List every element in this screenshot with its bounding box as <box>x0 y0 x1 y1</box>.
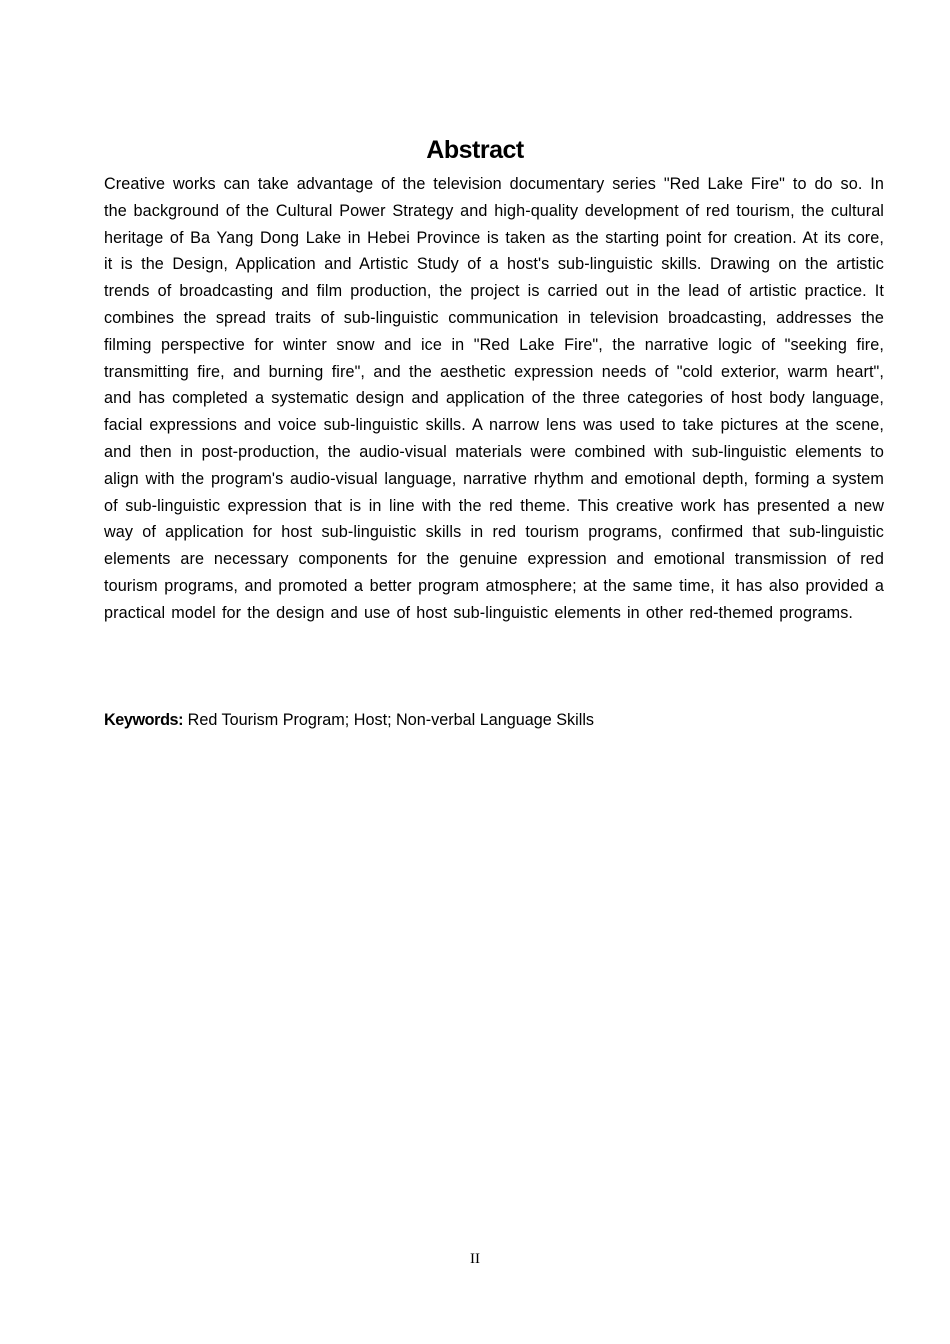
abstract-title: Abstract <box>426 136 524 164</box>
keywords-label: Keywords: <box>104 711 184 729</box>
abstract-body: Creative works can take advantage of the television documentary series "Red Lake Fire" to do so. In the background of the Cultural Power Strategy and high-quality development of red tourism, the cultural heritage of Ba Yang Dong Lake in Hebei Province is taken as the starting point for creation. At its core, it is the Design, Application and Artistic Study of a host's sub-linguistic skills. Drawing on the artistic trends of broadcasting and film production, the project is carried out in the lead of artistic practice. It combines the spread traits of sub-linguistic communication in television broadcasting, addresses the filming perspective for winter snow and ice in "Red Lake Fire", the narrative logic of "seeking fire, transmitting fire, and burning fire", and the aesthetic expression needs of "cold exterior, warm heart", and has completed a systematic design and application of the three categories of host body language, facial expressions and voice sub-linguistic skills. A narrow lens was used to take pictures at the scene, and then in post-production, the audio-visual materials were combined with sub-linguistic elements to align with the program's audio-visual language, narrative rhythm and emotional depth, forming a system of sub-linguistic expression that is in line with the red theme. This creative work has presented a new way of application for host sub-linguistic skills in red tourism programs, confirmed that sub-linguistic elements are necessary components for the genuine expression and emotional transmission of red tourism programs, and promoted a better program atmosphere; at the same time, it has also provided a practical model for the design and use of host sub-linguistic elements in other red-themed programs. <box>104 175 884 622</box>
keywords-text: Red Tourism Program; Host; Non-verbal Language Skills <box>183 711 595 729</box>
keywords-line <box>104 707 884 733</box>
page-number: II <box>470 1251 480 1267</box>
